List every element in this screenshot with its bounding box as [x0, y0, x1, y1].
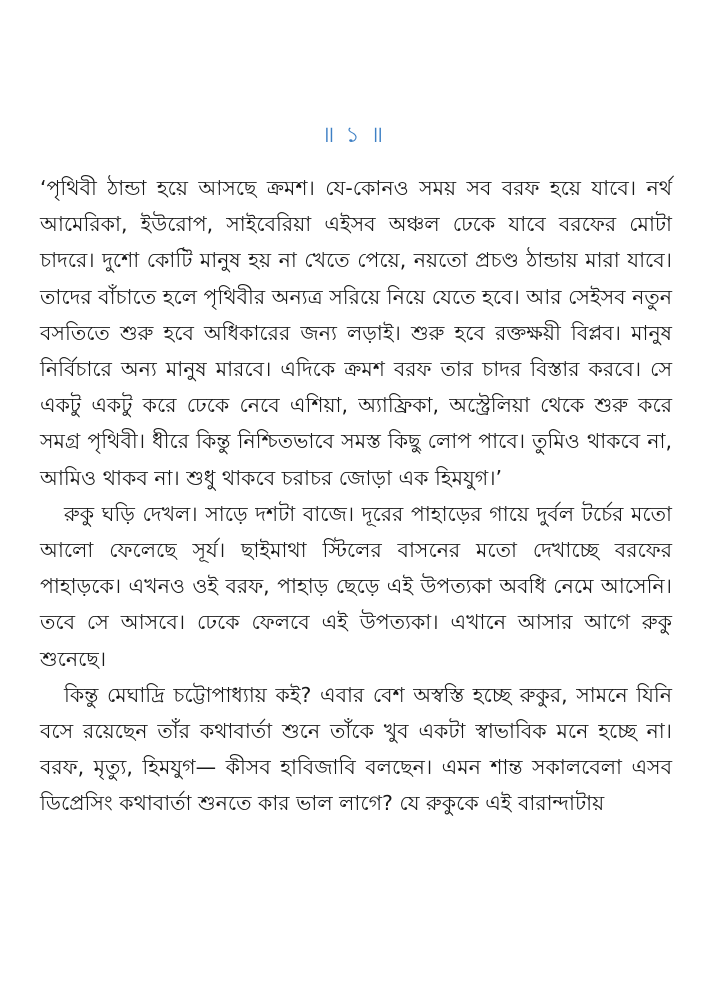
chapter-number: ॥ ১ ॥ [321, 123, 386, 148]
paragraph-1: ‘পৃথিবী ঠান্ডা হয়ে আসছে ক্রমশ। যে-কোনও সময় সব বরফ হয়ে যাবে। নর্থ আমেরিকা, ইউরোপ, সাইবেরিয়া এইসব অঞ্চল ঢেকে যাবে বরফের মোটা চাদরে। দুশো কোটি মানুষ হয় না খেতে পেয়ে, নয়তো প্রচণ্ড ঠান্ডায় মারা যাবে। তাদের বাঁচাতে হলে পৃথিবীর অন্যত্র সরিয়ে নিয়ে যেতে হবে। আর সেইসব নতুন বসতিতে শুরু হবে অধিকারের জন্য লড়াই। শুরু হবে রক্তক্ষয়ী বিপ্লব। মানুষ নির্বিচারে অন্য মানুষ মারবে। এদিকে ক্রমশ বরফ তার চাদর বিস্তার করবে। সে একটু একটু করে ঢেকে নেবে এশিয়া, অ্যাফ্রিকা, অস্ট্রেলিয়া থেকে শুরু করে সমগ্র পৃথিবী। ধীরে কিন্তু নিশ্চিতভাবে সমস্ত কিছু লোপ পাবে। তুমিও থাকবে না, আমিও থাকব না। শুধু থাকবে চরাচর জোড়া এক হিমযুগ।’ [40, 176, 672, 490]
chapter-body [40, 170, 672, 822]
paragraph-3: কিন্তু মেঘাদ্রি চট্টোপাধ্যায় কই? এবার বেশ অস্বস্তি হচ্ছে রুকুর, সামনে যিনি বসে রয়েছেন তাঁর কথাবার্তা শুনে তাঁকে খুব একটা স্বাভাবিক মনে হচ্ছে না। বরফ, মৃত্যু, হিমযুগ— কীসব হাবিজাবি বলছেন। এমন শান্ত সকালবেলা এসব ডিপ্রেসিং কথাবার্তা শুনতে কার ভাল লাগে? যে রুকুকে এই বারান্দাটায় [40, 682, 673, 816]
paragraph-2: রুকু ঘড়ি দেখল। সাড়ে দশটা বাজে। দূরের পাহাড়ের গায়ে দুর্বল টর্চের মতো আলো ফেলেছে সূর্য। ছাইমাথা স্টিলের বাসনের মতো দেখাচ্ছে বরফের পাহাড়কে। এখনও ওই বরফ, পাহাড় ছেড়ে এই উপত্যকা অবধি নেমে আসেনি। তবে সে আসবে। ঢেকে ফেলবে এই উপত্যকা। এখানে আসার আগে রুকু শুনেছে। [40, 501, 672, 671]
